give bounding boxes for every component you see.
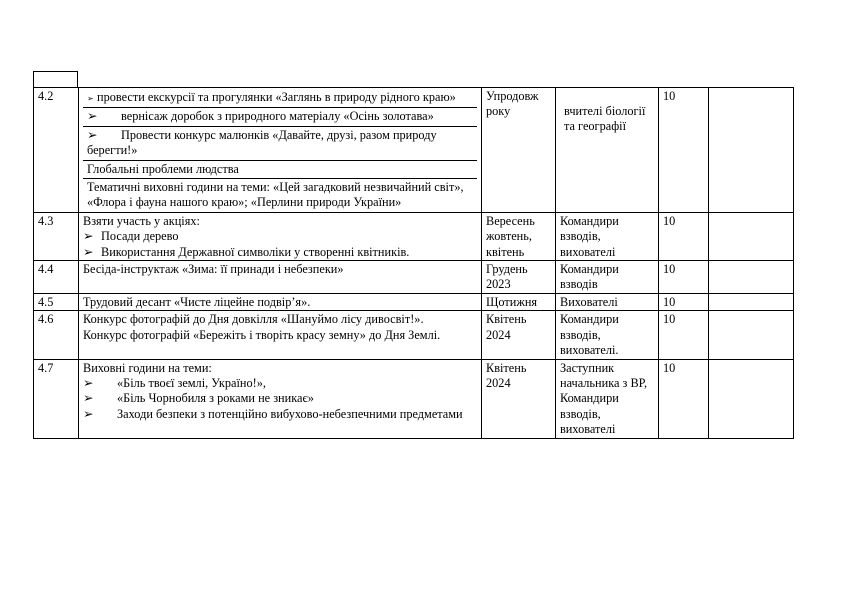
- term-cell: Квітень 2024: [482, 359, 556, 438]
- term-cell: Вересень жовтень, квітень: [482, 212, 556, 260]
- activity-item: Глобальні проблеми людства: [83, 161, 477, 179]
- term-cell: Грудень 2023: [482, 261, 556, 294]
- row-number: 4.7: [34, 359, 79, 438]
- table-row: [34, 293, 794, 310]
- row-number: 4.6: [34, 311, 79, 359]
- term-cell: Квітень 2024: [482, 311, 556, 359]
- count-cell: 10: [659, 311, 709, 359]
- activity-cell: [79, 88, 482, 213]
- list-item: ➢ Використання Державної символіки у створенні квітників.: [83, 244, 410, 259]
- responsible-cell: Вихователі: [556, 293, 659, 310]
- plan-table: [33, 87, 794, 439]
- list-item: ➢ Заходи безпеки з потенційно вибухово-небезпечними предметами: [83, 406, 463, 421]
- note-cell: [709, 261, 794, 294]
- activity-item: ➢ Провести конкурс малюнків «Давайте, друзі, разом природу берегти!»: [83, 127, 477, 161]
- bullet-arrow-icon: ➢: [87, 109, 98, 124]
- bullet-arrow-icon: ➢: [83, 229, 94, 244]
- activity-cell: Бесіда-інструктаж «Зима: її принади і небезпеки»: [79, 261, 482, 294]
- activity-cell: Взяти участь у акціях: ➢ Посади дерево ➢ Використання Державної символіки у створенні квітників.: [79, 212, 482, 260]
- bullet-arrow-icon: ➢: [83, 391, 94, 406]
- list-item: ➢ Посади дерево: [83, 229, 179, 244]
- term-cell: Щотижня: [482, 293, 556, 310]
- note-cell: [709, 359, 794, 438]
- bullet-arrow-icon: ➢: [83, 406, 94, 421]
- list-item: ➢ «Біль твоєї землі, Україно!»,: [83, 375, 266, 390]
- activity-cell: Конкурс фотографій до Дня довкілля «Шануймо лісу дивосвіт!». Конкурс фотографій «Бережіть і творіть красу земну» до Дня Землі.: [79, 311, 482, 359]
- row-number: 4.3: [34, 212, 79, 260]
- table-row: [34, 359, 794, 438]
- count-cell: 10: [659, 359, 709, 438]
- list-item: ➢ «Біль Чорнобиля з роками не зникає»: [83, 391, 314, 406]
- activity-cell: Виховні години на теми: ➢ «Біль твоєї землі, Україно!», ➢ «Біль Чорнобиля з роками не зникає» ➢ Заходи безпеки з потенційно вибухово-небезпечними предметами: [79, 359, 482, 438]
- responsible-cell: вчителі біології та географії: [556, 88, 659, 213]
- responsible-cell: Командири взводів, вихователі.: [556, 311, 659, 359]
- count-cell: 10: [659, 293, 709, 310]
- count-cell: 10: [659, 261, 709, 294]
- note-cell: [709, 88, 794, 213]
- row-number: 4.2: [34, 88, 79, 213]
- table-row: [34, 261, 794, 294]
- row-number: 4.5: [34, 293, 79, 310]
- responsible-cell: Командири взводів, вихователі: [556, 212, 659, 260]
- bullet-arrow-icon: ➢: [83, 375, 94, 390]
- table-row: [34, 311, 794, 359]
- responsible-cell: Заступник начальника з ВР, Командири взводів, вихователі: [556, 359, 659, 438]
- bullet-arrow-icon: ➢: [87, 127, 98, 142]
- count-cell: 10: [659, 212, 709, 260]
- responsible-cell: Командири взводів: [556, 261, 659, 294]
- table-row: [34, 212, 794, 260]
- note-cell: [709, 212, 794, 260]
- term-cell: Упродовж року: [482, 88, 556, 213]
- activity-cell: Трудовий десант «Чисте ліцейне подвір’я».: [79, 293, 482, 310]
- bullet-arrow-icon: ➢: [83, 244, 94, 259]
- activity-item: ➢ вернісаж доробок з природного матеріалу «Осінь золотава»: [83, 108, 477, 126]
- count-cell: 10: [659, 88, 709, 213]
- note-cell: [709, 293, 794, 310]
- table-header-stub: [33, 71, 78, 87]
- bullet-arrow-icon: ➢: [87, 94, 94, 103]
- note-cell: [709, 311, 794, 359]
- activity-item: ➢ провести екскурсії та прогулянки «Заглянь в природу рідного краю»: [83, 89, 477, 108]
- table-row: [34, 88, 794, 213]
- activity-item: Тематичні виховні години на теми: «Цей загадковий незвичайний світ», «Флора і фауна нашого краю»; «Перлини природи України»: [87, 180, 464, 210]
- row-number: 4.4: [34, 261, 79, 294]
